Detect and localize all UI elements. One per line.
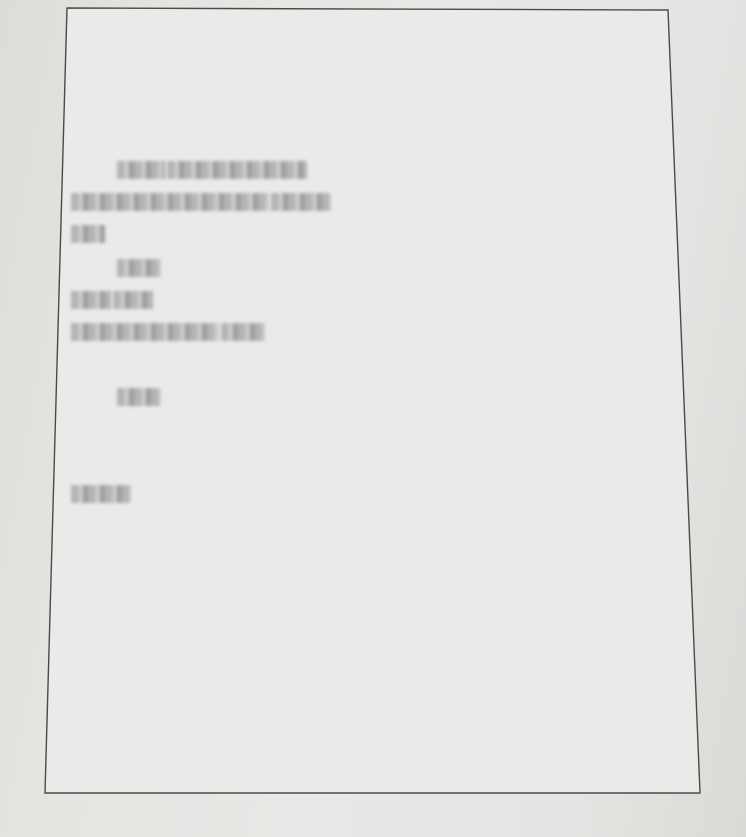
body-line — [70, 190, 332, 211]
redacted-name — [117, 259, 161, 277]
body-line — [70, 482, 132, 503]
redacted-address — [271, 193, 331, 211]
body-line — [116, 385, 162, 406]
redacted-name — [71, 485, 131, 503]
body-line — [116, 256, 162, 277]
redacted-birthdate — [167, 161, 307, 179]
redacted-name — [221, 323, 265, 341]
redacted-location — [71, 323, 219, 341]
redacted-id-number — [71, 193, 269, 211]
redacted-name — [71, 291, 111, 309]
redacted-name — [113, 291, 153, 309]
body-line — [70, 320, 266, 341]
body-line — [70, 222, 106, 243]
body-line — [116, 158, 308, 179]
body-line — [70, 288, 154, 309]
redacted-name — [117, 161, 165, 179]
redacted-name — [117, 388, 161, 406]
redacted-address — [71, 225, 105, 243]
